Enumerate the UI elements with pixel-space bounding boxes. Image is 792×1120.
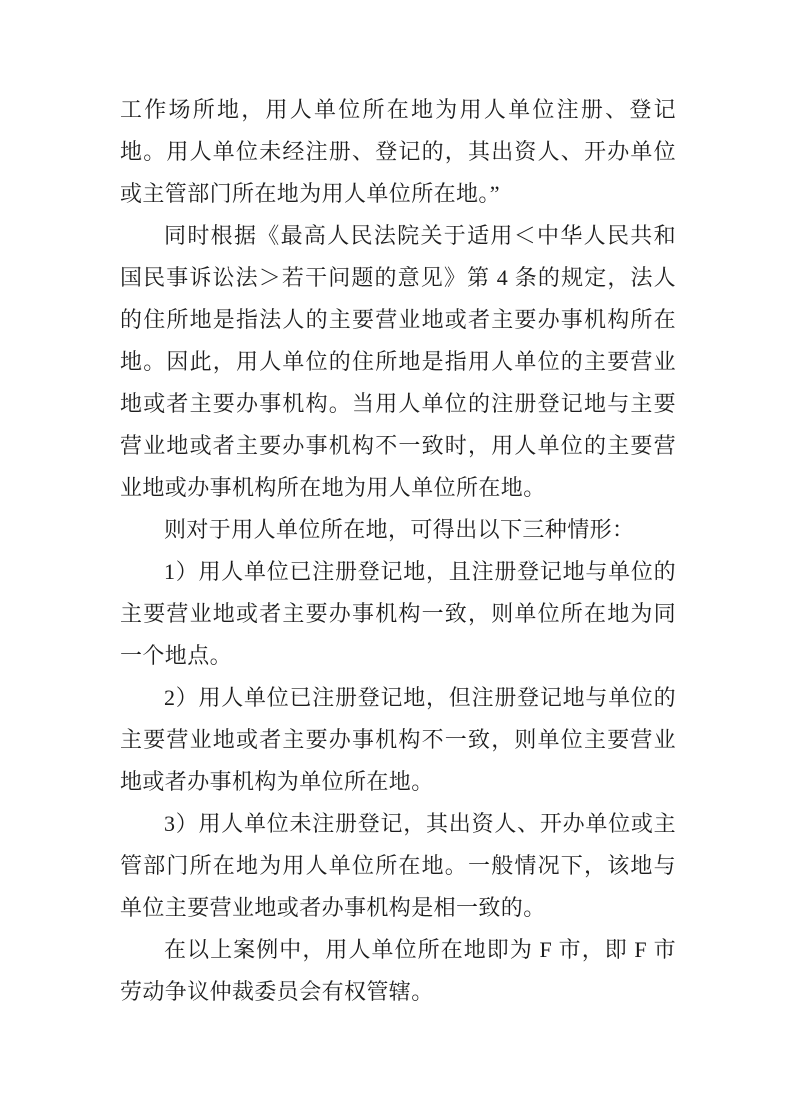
document-content — [120, 89, 676, 1013]
paragraph: 3）用人单位未注册登记，其出资人、开办单位或主管部门所在地为用人单位所在地。一般情况下，该地与单位主要营业地或者办事机构是相一致的。 — [120, 811, 676, 920]
paragraph: 工作场所地，用人单位所在地为用人单位注册、登记地。用人单位未经注册、登记的，其出资人、开办单位或主管部门所在地为用人单位所在地。” — [120, 97, 676, 206]
paragraph: 则对于用人单位所在地，可得出以下三种情形： — [164, 517, 635, 542]
paragraph: 2）用人单位已注册登记地，但注册登记地与单位的主要营业地或者主要办事机构不一致，则单位主要营业地或者办事机构为单位所在地。 — [120, 685, 676, 794]
paragraph: 在以上案例中，用人单位所在地即为 F 市，即 F 市劳动争议仲裁委员会有权管辖。 — [120, 937, 676, 1004]
paragraph: 同时根据《最高人民法院关于适用＜中华人民共和国民事诉讼法＞若干问题的意见》第 4 条的规定，法人的住所地是指法人的主要营业地或者主要办事机构所在地。因此，用人单位的住所地是指用人单位的主要营业地或者主要办事机构。当用人单位的注册登记地与主要营业地或者主要办事机构不一致时，用人单位的主要营业地或办事机构所在地为用人单位所在地。 — [120, 223, 676, 500]
paragraph: 1）用人单位已注册登记地，且注册登记地与单位的主要营业地或者主要办事机构一致，则单位所在地为同一个地点。 — [120, 559, 676, 668]
